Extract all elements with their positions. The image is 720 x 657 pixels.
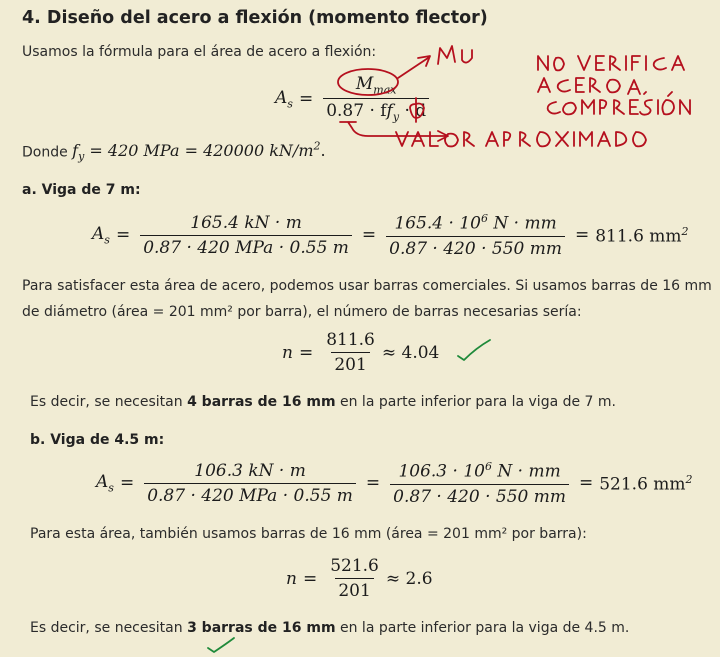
section-a-fraction-1: $\frac{165.4 kN \cdot m}{\text{0.87 · 420 MPa · 0.55 m}}$ (140, 213, 352, 258)
acero-a-handwritten (538, 78, 646, 94)
section-b-equation: $A_s$ = $\frac{106.3 kN \cdot m}{\text{0.87 · 420 MPa · 0.55 m}}$ = $\frac{106.3 \cdot 10^6 N \cdot mm}{0.87 \cdot 420 \cdot 550 mm}$ = 521.6 $mm^2$ (96, 460, 693, 507)
formula-lhs: $A_s$ (275, 87, 293, 111)
section-b-title: b. Viga de 4.5 m: (30, 432, 165, 448)
section-a-bar-count: n = $\frac{811.6}{201}$ ≈ 4.04 (282, 330, 440, 375)
section-b-bar-count: n = $\frac{521.6}{201}$ ≈ 2.6 (286, 556, 433, 601)
check-mark-section-b (208, 638, 234, 652)
section-b-conclusion: Es decir, se necesitan 3 barras de 16 mm en la parte inferior para la viga de 4.5 m. (30, 620, 630, 636)
check-mark-section-a (458, 340, 490, 360)
valor-aproximado-handwritten (396, 132, 646, 146)
section-b-fraction-2: $\frac{106.3 \cdot 10^6 N \cdot mm}{0.87 \cdot 420 \cdot 550 mm}$ (390, 460, 569, 507)
section-a-title: a. Viga de 7 m: (22, 182, 141, 198)
aprox-arrow-mark (340, 122, 448, 141)
section-a-text-1: Para satisfacer esta área de acero, podemos usar barras comerciales. Si usamos barras de 16 mm (22, 278, 712, 294)
steel-area-formula: $A_s$ = $\frac{M_{max}}{0.87 \cdot ff_y \cdot d}$ (275, 74, 433, 124)
section-b-text-1: Para esta área, también usamos barras de 16 mm (área = 201 mm² por barra): (30, 526, 587, 542)
section-b-fraction-1: $\frac{106.3 kN \cdot m}{\text{0.87 · 420 MPa · 0.55 m}}$ (144, 461, 356, 506)
fy-definition: Donde $f_y = 420$ MPa = 420000 $kN/m^2$. (22, 140, 326, 164)
section-a-conclusion: Es decir, se necesitan 4 barras de 16 mm en la parte inferior para la viga de 7 m. (30, 394, 617, 410)
intro-text: Usamos la fórmula para el área de acero a flexión: (22, 44, 377, 60)
section-a-text-2: de diámetro (área = 201 mm² por barra), el número de barras necesarias sería: (22, 304, 582, 320)
section-a-equation: $A_s$ = $\frac{165.4 kN \cdot m}{\text{0.87 · 420 MPa · 0.55 m}}$ = $\frac{165.4 \cdot 10^6 N \cdot mm}{0.87 \cdot 420 \cdot 550 mm}$ = 811.6 $mm^2$ (92, 212, 689, 259)
formula-fraction: $\frac{M_{max}}{0.87 \cdot ff_y \cdot d}$ (323, 74, 429, 124)
section-heading: 4. Diseño del acero a flexión (momento flector) (22, 8, 488, 28)
section-a-fraction-2: $\frac{165.4 \cdot 10^6 N \cdot mm}{0.87 \cdot 420 \cdot 550 mm}$ (386, 212, 565, 259)
mu-handwritten (438, 46, 472, 64)
no-verifica-handwritten (538, 56, 684, 70)
compresion-handwritten (548, 92, 690, 115)
